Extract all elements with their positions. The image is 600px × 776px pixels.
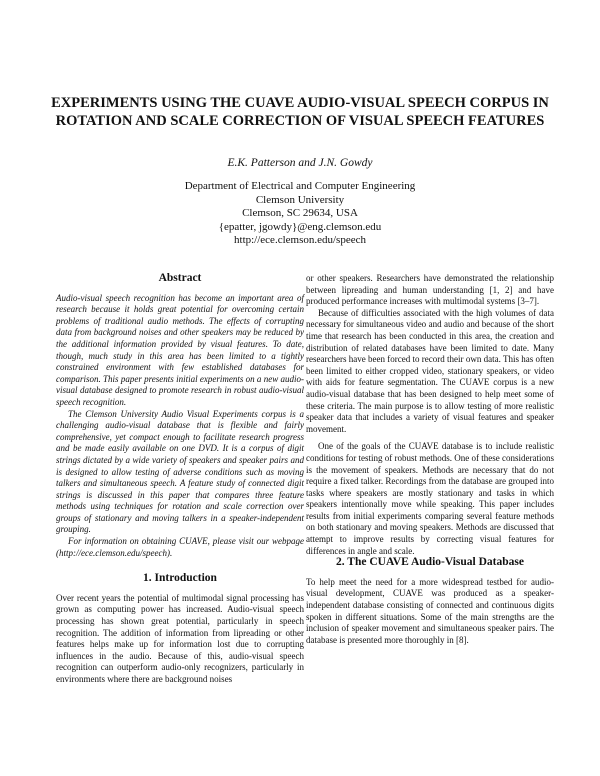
- affiliation-department: Department of Electrical and Computer Engineering: [184, 180, 416, 192]
- abstract-heading: Abstract: [158, 272, 202, 284]
- section-2-paragraph-1: To help meet the need for a more widespread testbed for audio-visual development, CUAVE was produced as a speaker-independent database consisting of connected and continuous digits spoken in different situations. Some of the main strengths are the inclusion of speaker movement and simultaneous speaker pairs. The database is presented more thoroughly in [8].: [306, 576, 554, 645]
- introduction-paragraph-3: One of the goals of the CUAVE database is to include realistic conditions for testing of robust methods. One of these considerations is the movement of speakers. Methods are necessary that do not require a fixed talker. Recordings from the database are grouped into tasks where speakers are mostly stationary and tasks in which speakers intentionally move while speaking. This paper includes results from initial experiments comparing several feature methods on both stationary and moving speakers. Methods are discussed that attempt to improve results by correcting visual features for differences in angle and scale.: [306, 441, 554, 556]
- right-column: [306, 273, 554, 646]
- introduction-paragraph-2: Because of difficulties associated with the high volumes of data necessary for simultaneous video and audio and because of the short time that research has been conducted in this area, the creation and distribution of related databases have been limited to date. Many researchers have been forced to record their own data. This has often been limited to either cropped video, stationary speakers, or video with aids for feature segmentation. The CUAVE corpus is a new audio-visual database that has been designed to help meet some of these criteria. The main purpose is to allow testing of more realistic speaker data that includes a variety of visual features and speaker movement.: [306, 307, 554, 434]
- abstract-paragraph-1: Audio-visual speech recognition has become an important area of research because it holds great potential for overcoming certain problems of traditional audio methods. The effects of corrupting data from background noises and other speakers may be reduced by the additional information provided by visual features. To date, though, much study in this area has been limited to a tightly constrained environment with few established databases for comparison. This paper presents initial experiments on a new audio-visual database designed to promote research in robust audio-visual speech recognition.: [56, 292, 304, 407]
- affiliation-address: Clemson, SC 29634, USA: [242, 207, 358, 219]
- abstract-paragraph-3: For information on obtaining CUAVE, please visit our webpage (http://ece.clemson.edu/speech).: [56, 536, 304, 558]
- affiliation-block: [100, 180, 500, 248]
- paper-title: EXPERIMENTS USING THE CUAVE AUDIO-VISUAL SPEECH CORPUS IN ROTATION AND SCALE CORRECTION OF VISUAL SPEECH FEATURES: [51, 95, 549, 129]
- affiliation-email: {epatter, jgowdy}@eng.clemson.edu: [218, 220, 382, 233]
- abstract-paragraph-2: The Clemson University Audio Visual Experiments corpus is a challenging audio-visual database that is flexible and fairly comprehensive, yet compact enough to facilitate research progress and be made easily available on one DVD. It is a corpus of digit strings dictated by a wide variety of speakers and speaker pairs and is designed to allow testing of adverse conditions such as moving talkers and simultaneous speech. A feature study of connected digit strings is discussed in this paper that compares three feature methods using techniques for rotation and scale correction over groups of stationary and moving talkers in a speaker-independent grouping.: [56, 408, 304, 535]
- left-column: [56, 273, 304, 686]
- paper-authors: E.K. Patterson and J.N. Gowdy: [227, 157, 373, 169]
- affiliation-university: Clemson University: [255, 193, 345, 206]
- affiliation-url: http://ece.clemson.edu/speech: [234, 234, 366, 246]
- introduction-heading: 1. Introduction: [143, 572, 217, 585]
- introduction-paragraph-1-continued: or other speakers. Researchers have demonstrated the relationship between lipreading and human understanding [1, 2] and have produced performance increases with multimodal systems [3–7].: [306, 273, 554, 307]
- section-2-heading: 2. The CUAVE Audio-Visual Database: [336, 556, 524, 569]
- introduction-paragraph-1: Over recent years the potential of multimodal signal processing has grown as computing power has increased. Audio-visual speech processing has shown great potential, particularly in speech recognition. The addition of information from lipreading or other features helps make up for information lost due to corrupting influences in the audio. Because of this, audio-visual speech recognition can outperform audio-only recognizers, particularly in environments where there are background noises: [56, 592, 304, 684]
